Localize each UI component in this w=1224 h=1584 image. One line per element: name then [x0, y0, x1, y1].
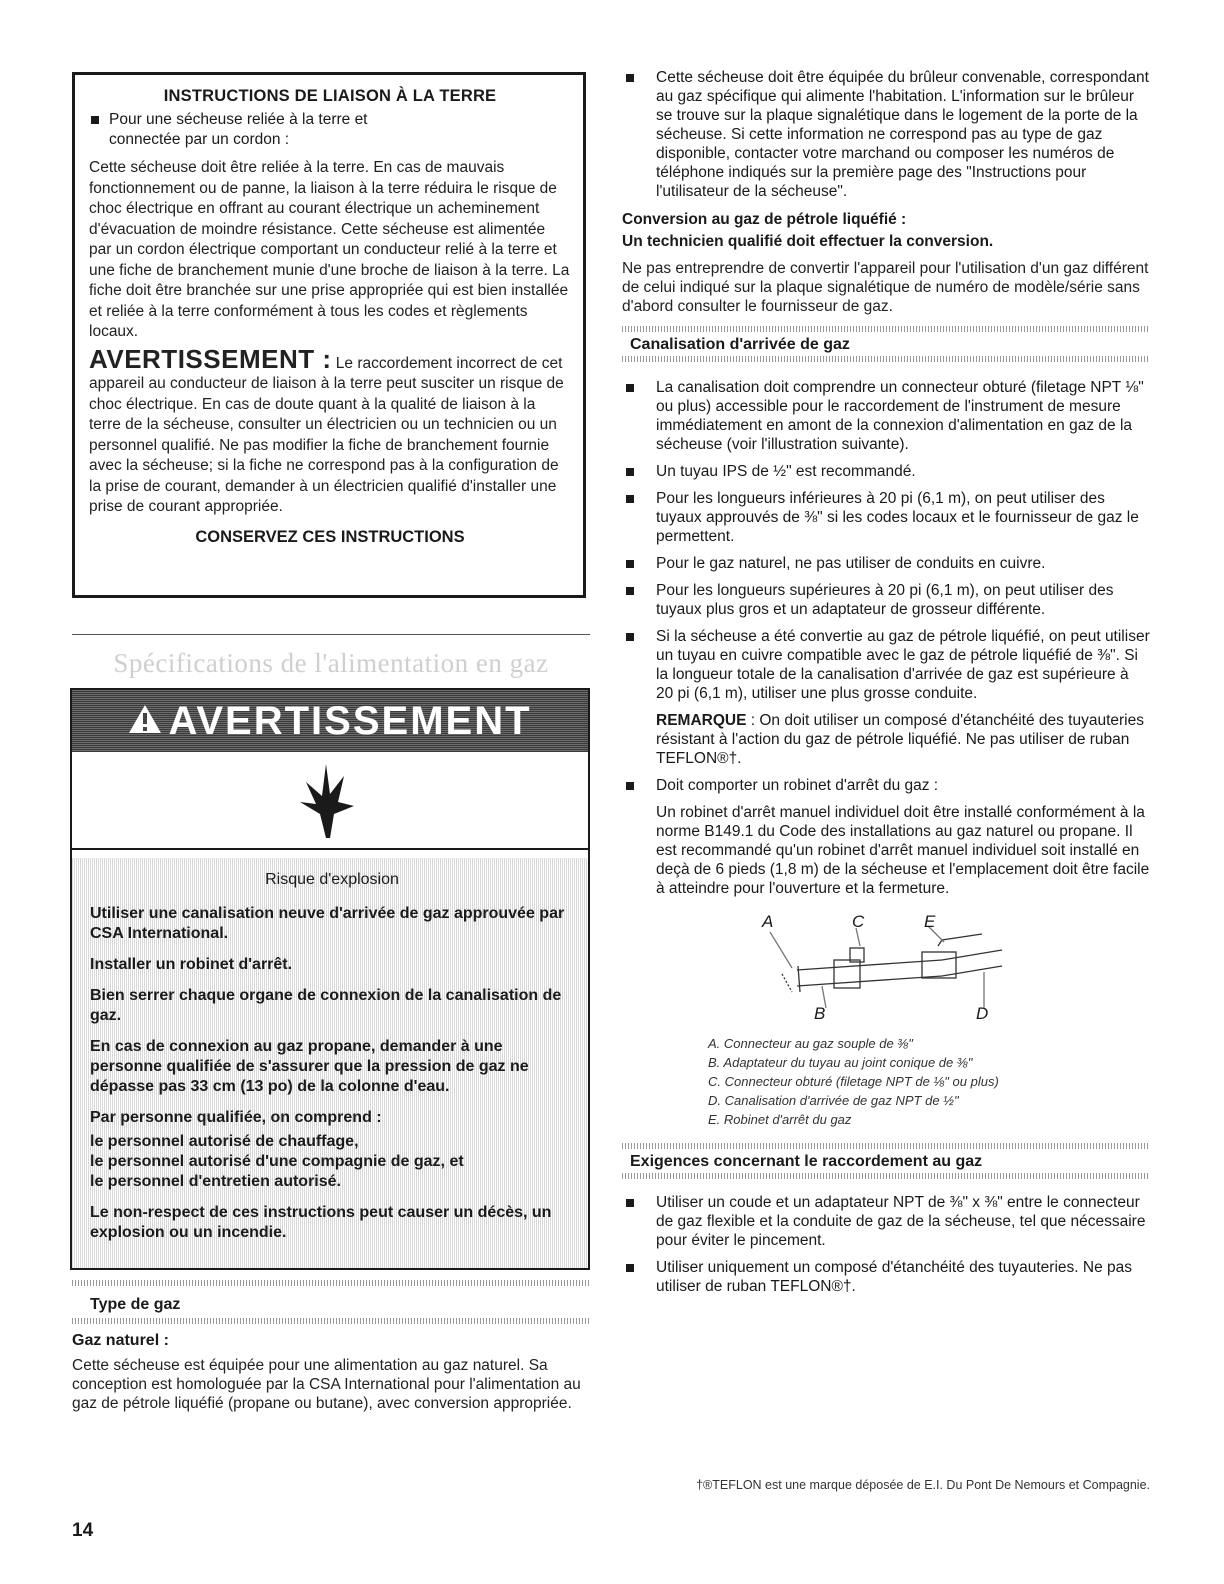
diagram-legend — [622, 1034, 1150, 1129]
warning-body — [72, 858, 588, 1268]
supply-item: Pour les longueurs inférieures à 20 pi (6,1 m), on peut utiliser des tuyaux approuvés de ⅜" si les codes locaux et le fournisseur de gaz le permettent. — [622, 489, 1150, 546]
supply-hatch-bottom — [622, 356, 1150, 362]
warning-line-8: le personnel d'entretien autorisé. — [90, 1173, 341, 1190]
lp-body: Ne pas entreprendre de convertir l'appareil pour l'utilisation d'un gaz différent de celui indiqué sur la plaque signalétique de numéro de modèle/série sans d'abord consulter le fournisseur de gaz. — [622, 260, 1149, 315]
grounding-instructions-box — [72, 72, 586, 598]
gas-type-subheading: Gaz naturel : — [72, 1332, 169, 1349]
remark — [622, 711, 1150, 768]
remark-label: REMARQUE — [656, 712, 747, 729]
warning-line-2: Installer un robinet d'arrêt. — [90, 956, 293, 973]
supply-item: Un tuyau IPS de ½" est recommandé. — [622, 462, 1150, 481]
req-hatch-top — [622, 1143, 1150, 1149]
bullet-icon — [626, 468, 634, 476]
req-item: Utiliser un coude et un adaptateur NPT de ⅜" x ⅜" entre le connecteur de gaz flexible et la conduite de gaz de la sécheuse, tel que nécessaire pour éviter le pincement. — [622, 1193, 1150, 1250]
page-number: 14 — [72, 1520, 94, 1541]
diagram-label-e: E — [924, 912, 936, 931]
req-hatch-bottom — [622, 1173, 1150, 1179]
warning-line-5: Par personne qualifiée, on comprend : — [90, 1109, 382, 1126]
legend-item: C. Connecteur obturé (filetage NPT de ⅛" ou plus) — [708, 1074, 999, 1089]
supply-item: Pour les longueurs supérieures à 20 pi (6,1 m), on peut utiliser des tuyaux plus gros et un adaptateur de grosseur différente. — [622, 581, 1150, 619]
pipe-illustration — [622, 912, 1150, 1022]
legend-item: E. Robinet d'arrêt du gaz — [708, 1112, 852, 1127]
req-heading: Exigences concernant le raccordement au gaz — [630, 1153, 983, 1170]
footnote: †®TEFLON est une marque déposée de E.I. Du Pont De Nemours et Compagnie. — [696, 1478, 1150, 1492]
keep-instructions: CONSERVEZ CES INSTRUCTIONS — [195, 527, 465, 546]
grounding-warning-word: AVERTISSEMENT : — [89, 343, 332, 374]
right-column — [622, 68, 1150, 1304]
legend-item: B. Adaptateur du tuyau au joint conique de ⅜" — [708, 1055, 973, 1070]
bullet-icon — [626, 560, 634, 568]
explosion-warning-box — [70, 688, 590, 1270]
grounding-bullet: Pour une sécheuse reliée à la terre et connectée par un cordon : — [89, 110, 571, 150]
spec-title: Spécifications de l'alimentation en gaz — [113, 648, 549, 678]
bullet-icon — [626, 587, 634, 595]
bullet-icon — [91, 116, 99, 124]
diagram-label-d: D — [976, 1004, 989, 1023]
grounding-title: INSTRUCTIONS DE LIAISON À LA TERRE — [163, 87, 497, 105]
warning-line-1: Utiliser une canalisation neuve d'arrivée de gaz approuvée par CSA International. — [90, 905, 565, 942]
warning-triangle-icon — [128, 699, 162, 744]
warning-header: AVERTISSEMENT — [72, 690, 588, 752]
bullet-icon — [626, 495, 634, 503]
warning-line-3: Bien serrer chaque organe de connexion de la canalisation de gaz. — [90, 987, 562, 1024]
diagram-label-c: C — [852, 912, 865, 931]
risk-line: Risque d'explosion — [265, 871, 399, 888]
supply-item: La canalisation doit comprendre un connecteur obturé (filetage NPT ⅛" ou plus) accessible pour le raccordement de l'instrument de mesure immédiatement en amont de la connexion d'alimentation en gaz de la sécheuse (voir l'illustration suivante). — [622, 378, 1150, 454]
grounding-warning-text: Le raccordement incorrect de cet appareil au conducteur de liaison à la terre peut susciter un risque de choc électrique. En cas de doute quant à la qualité de liaison à la terre de la sécheuse, consulter un électricien ou un technicien ou un personnel qualifié. Ne pas modifier la fiche de branchement fournie avec la sécheuse; si la fiche ne correspond pas à la configuration de la prise de courant, demander à un électricien qualifié d'installer une prise de courant appropriée. — [89, 354, 564, 515]
supply-hatch-top — [622, 326, 1150, 332]
diagram-label-a: A — [762, 912, 774, 931]
bullet-icon — [626, 782, 634, 790]
warning-line-9: Le non-respect de ces instructions peut causer un décès, un explosion ou un incendie. — [90, 1204, 552, 1241]
supply-item: Si la sécheuse a été convertie au gaz de pétrole liquéfié, on peut utiliser un tuyau en cuivre compatible avec le gaz de pétrole liquéfié de ⅜". Si la longueur totale de la canalisation d'arrivée de gaz est supérieure à 20 pi (6,1 m), utiliser une plus grosse conduite. — [622, 627, 1150, 703]
supply-item: Pour le gaz naturel, ne pas utiliser de conduits en cuivre. — [622, 554, 1150, 573]
legend-item: A. Connecteur au gaz souple de ⅜" — [708, 1036, 913, 1051]
grounding-body: Cette sécheuse doit être reliée à la terre. En cas de mauvais fonctionnement ou de panne, la liaison à la terre réduira le risque de choc électrique en offrant au courant électrique un acheminement d'évacuation de moindre résistance. Cette sécheuse est alimentée par un cordon électrique comportant un conducteur relié à la terre et une fiche de branchement munie d'une broche de liaison à la terre. La fiche doit être branchée sur une prise appropriée qui est bien installée et reliée à la terre conformément à tous les codes et règlements locaux. — [89, 159, 570, 340]
grounding-warning — [89, 343, 571, 518]
diagram-label-b: B — [814, 1004, 826, 1023]
req-item: Utiliser uniquement un composé d'étanchéité des tuyauteries. Ne pas utiliser de ruban TEFLON®†. — [622, 1258, 1150, 1296]
lp-subtitle: Un technicien qualifié doit effectuer la conversion. — [622, 233, 994, 250]
bullet-icon — [626, 633, 634, 641]
warning-line-4: En cas de connexion au gaz propane, demander à une personne qualifiée de s'assurer que la pression de gaz ne dépasse pas 33 cm (13 po) de la colonne d'eau. — [90, 1038, 529, 1095]
burner-item: Cette sécheuse doit être équipée du brûleur convenable, correspondant au gaz spécifique qui alimente l'habitation. L'information sur le brûleur se trouve sur la plaque signalétique dans le logement de la porte de la sécheuse. Si cette information ne correspond pas au type de gaz disponible, contacter votre marchand ou composer les numéros de téléphone indiqués sur la première page des "Instructions pour l'utilisateur de la sécheuse". — [622, 68, 1150, 201]
gas-type-heading: Type de gaz — [90, 1296, 181, 1313]
pipe-diagram — [622, 912, 1150, 1022]
shutoff-body: Un robinet d'arrêt manuel individuel doit être installé conformément à la norme B149.1 du Code des installations au gaz naturel ou propane. Il est recommandé qu'un robinet d'arrêt manuel individuel soit installé en deçà de 6 pieds (1,8 m) de la sécheuse et l'emplacement doit être facile à atteindre pour l'ouverture et la fermeture. — [656, 804, 1150, 897]
lp-title: Conversion au gaz de pétrole liquéfié : — [622, 211, 907, 228]
remark-text: : On doit utiliser un composé d'étanchéité des tuyauteries résistant à l'action du gaz de pétrole liquéfié. Ne pas utiliser de ruban TEFLON®†. — [656, 712, 1144, 767]
bullet-icon — [626, 1199, 634, 1207]
bullet-icon — [626, 384, 634, 392]
supply-heading: Canalisation d'arrivée de gaz — [630, 336, 850, 353]
explosion-icon — [296, 762, 356, 838]
bullet-icon — [626, 1264, 634, 1272]
legend-item: D. Canalisation d'arrivée de gaz NPT de ½" — [708, 1093, 959, 1108]
gas-type-body: Cette sécheuse est équipée pour une alimentation au gaz naturel. Sa conception est homologuée par la CSA International pour l'alimentation au gaz de pétrole liquéfié (propane ou butane), avec conversion appropriée. — [72, 1357, 581, 1412]
shutoff-item: Doit comporter un robinet d'arrêt du gaz : — [622, 776, 1150, 795]
warning-line-6: le personnel autorisé de chauffage, — [90, 1133, 359, 1150]
bullet-icon — [626, 74, 634, 82]
gas-type-hatch-top — [72, 1280, 590, 1286]
warning-line-7: le personnel autorisé d'une compagnie de gaz, et — [90, 1153, 464, 1170]
section-divider — [72, 634, 590, 635]
explosion-icon-area — [72, 758, 588, 850]
gas-type-hatch-bottom — [72, 1318, 590, 1324]
